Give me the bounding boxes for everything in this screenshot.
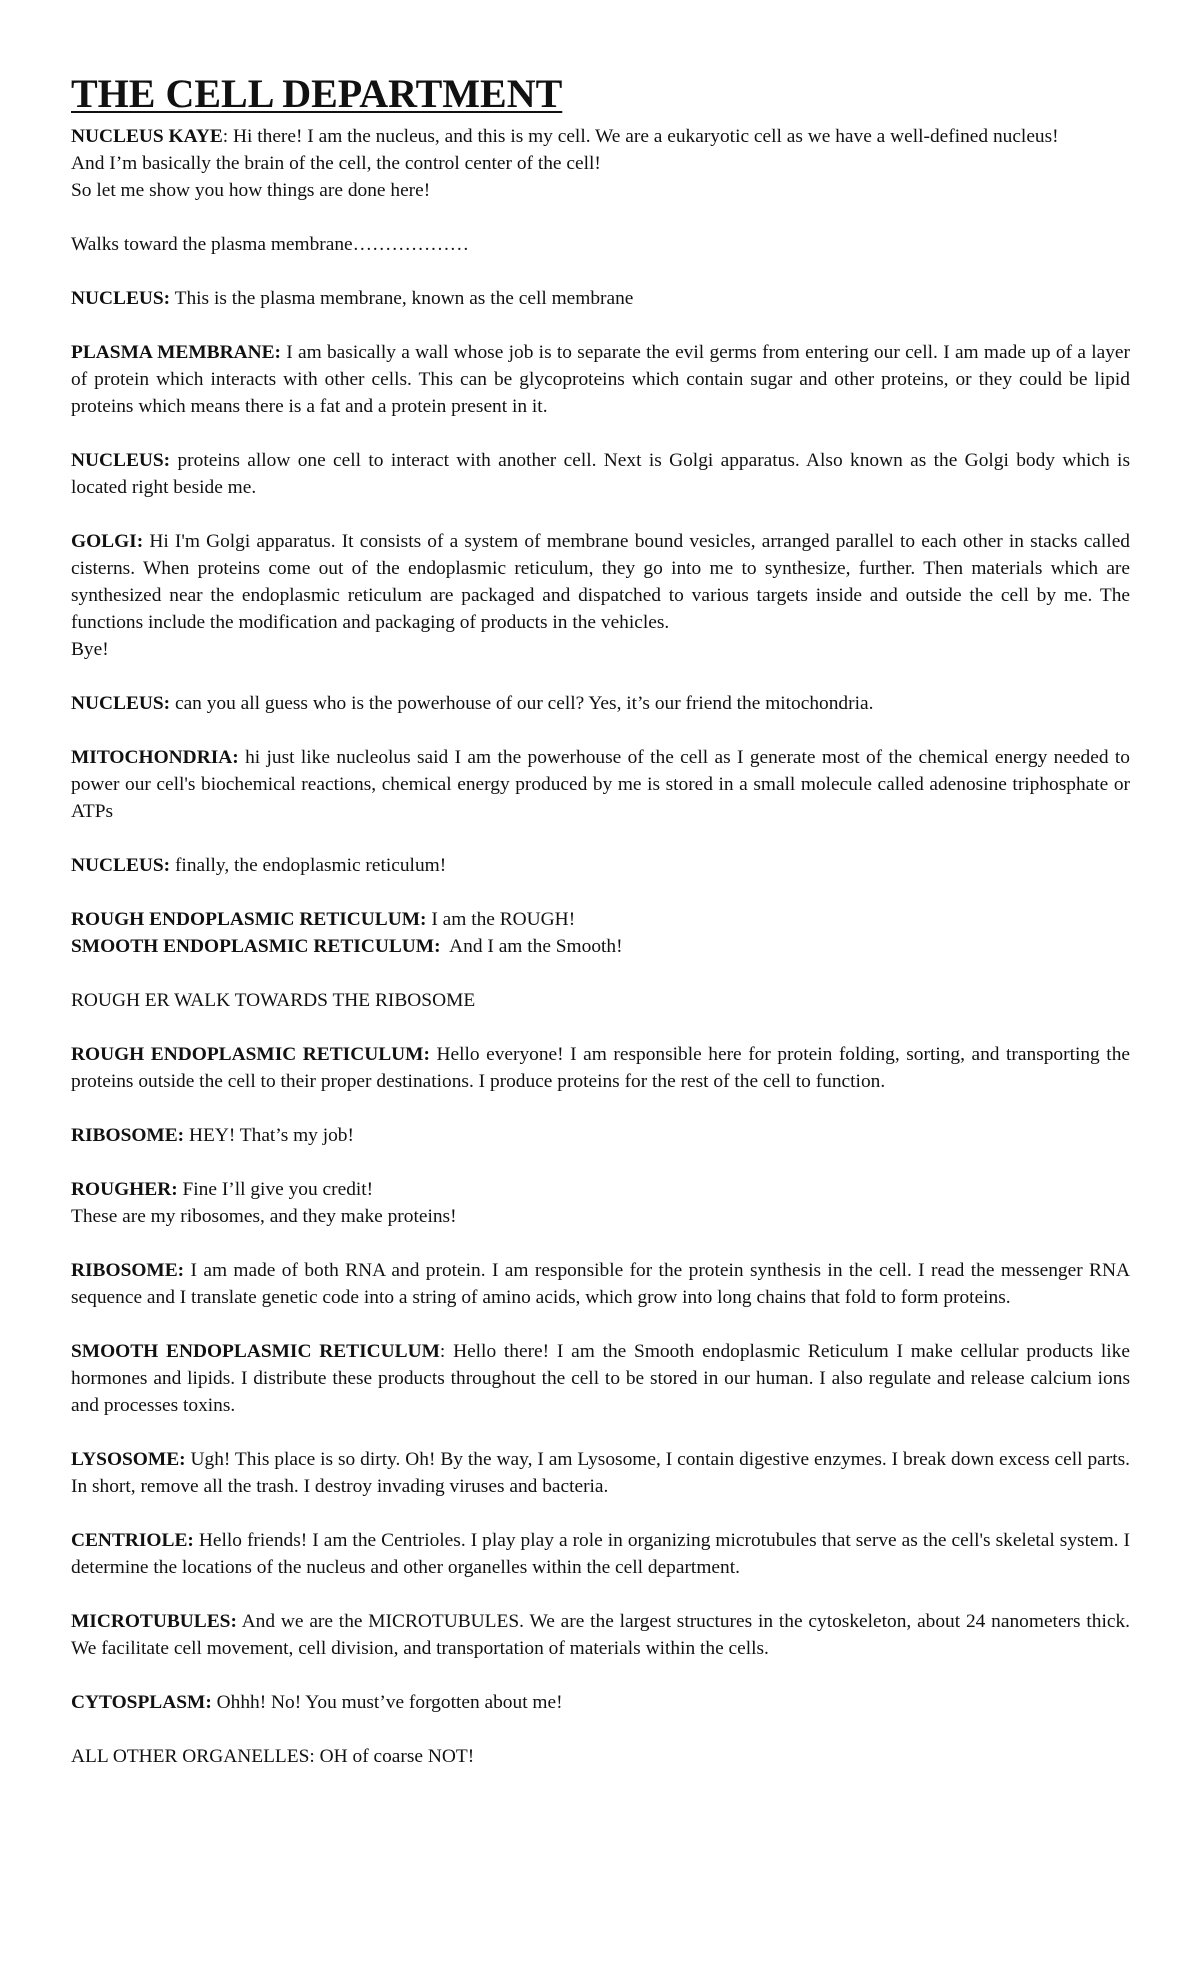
dialogue-line: [71, 1176, 1130, 1203]
dialogue-line: [71, 933, 1130, 960]
dialogue-text: Hello everyone! I am responsible here for protein folding, sorting, and transporting the proteins outside the cell to their proper destinations. I produce proteins for the rest of the cell to function.: [71, 1044, 1130, 1092]
speaker-name: NUCLEUS:: [71, 855, 171, 876]
dialogue-line: Bye!: [71, 639, 109, 660]
dialogue-text: I am basically a wall whose job is to separate the evil germs from entering our cell. I am made up of a layer of protein which interacts with other cells. This can be glycoproteins which contain sugar and other proteins, or they could be lipid proteins which means there is a fat and a protein present in it.: [71, 342, 1130, 417]
dialogue-paragraph: [71, 339, 1130, 420]
dialogue-paragraph: [71, 285, 1130, 312]
speaker-name: NUCLEUS KAYE: [71, 126, 223, 147]
dialogue-text: This is the plasma membrane, known as the cell membrane: [170, 288, 634, 309]
dialogue-paragraph: [71, 123, 1130, 204]
document-title: THE CELL DEPARTMENT: [71, 71, 563, 116]
dialogue-paragraph: [71, 528, 1130, 663]
dialogue-line: And I’m basically the brain of the cell, the control center of the cell!: [71, 153, 601, 174]
dialogue-paragraph: [71, 447, 1130, 501]
dialogue-line: [71, 528, 1130, 636]
dialogue-paragraph: [71, 1122, 1130, 1149]
dialogue-line: [71, 123, 1130, 150]
speaker-name: NUCLEUS:: [71, 693, 171, 714]
dialogue-text: can you all guess who is the powerhouse of our cell? Yes, it’s our friend the mitochondria.: [170, 693, 874, 714]
dialogue-text: proteins allow one cell to interact with another cell. Next is Golgi apparatus. Also known as the Golgi body which is located right beside me.: [71, 450, 1130, 498]
dialogue-text: Hello friends! I am the Centrioles. I play play a role in organizing microtubules that serve as the cell's skeletal system. I determine the locations of the nucleus and other organelles within the cell department.: [71, 1530, 1130, 1578]
dialogue-line: So let me show you how things are done here!: [71, 180, 431, 201]
speaker-separator: :: [439, 1341, 446, 1362]
speaker-name: MITOCHONDRIA:: [71, 747, 239, 768]
dialogue-line: [71, 906, 1130, 933]
dialogue-text: Hi there! I am the nucleus, and this is my cell. We are a eukaryotic cell as we have a well-defined nucleus!: [228, 126, 1059, 147]
dialogue-paragraph: [71, 690, 1130, 717]
dialogue-text: finally, the endoplasmic reticulum!: [170, 855, 447, 876]
dialogue-text: hi just like nucleolus said I am the powerhouse of the cell as I generate most of the chemical energy needed to power our cell's biochemical reactions, chemical energy produced by me is stored in a small molecule called adenosine triphosphate or ATPs: [71, 747, 1130, 822]
dialogue-paragraph: [71, 852, 1130, 879]
speaker-name: PLASMA MEMBRANE:: [71, 342, 281, 363]
speaker-name: ROUGH ENDOPLASMIC RETICULUM:: [71, 909, 427, 930]
dialogue-text: Ugh! This place is so dirty. Oh! By the way, I am Lysosome, I contain digestive enzymes. I break down excess cell parts. In short, remove all the trash. I destroy invading viruses and bacteria.: [71, 1449, 1130, 1497]
dialogue-text: I am made of both RNA and protein. I am responsible for the protein synthesis in the cell. I read the messenger RNA sequence and I translate genetic code into a string of amino acids, which grow into long chains that fold to form proteins.: [71, 1260, 1130, 1308]
dialogue-text: Ohhh! No! You must’ve forgotten about me!: [211, 1692, 563, 1713]
dialogue-paragraph: [71, 1527, 1130, 1581]
speaker-name: GOLGI:: [71, 531, 144, 552]
speaker-name: LYSOSOME:: [71, 1449, 186, 1470]
dialogue-text: Hi I'm Golgi apparatus. It consists of a system of membrane bound vesicles, arranged parallel to each other in stacks called cisterns. When proteins come out of the endoplasmic reticulum, they go into me to synthesize, further. Then materials which are synthesized near the endoplasmic reticulum are packaged and dispatched to various targets inside and outside the cell by me. The functions include the modification and packaging of products in the vehicles.: [71, 531, 1130, 633]
dialogue-paragraph: [71, 906, 1130, 960]
speaker-name: NUCLEUS:: [71, 288, 171, 309]
dialogue-paragraph: [71, 1608, 1130, 1662]
speaker-name: CYTOSPLASM:: [71, 1692, 212, 1713]
speaker-separator: :: [222, 126, 229, 147]
dialogue-text: HEY! That’s my job!: [184, 1125, 354, 1146]
speaker-name: RIBOSOME:: [71, 1260, 185, 1281]
dialogue-paragraph: [71, 1041, 1130, 1095]
speaker-name: RIBOSOME:: [71, 1125, 185, 1146]
dialogue-paragraph: [71, 1338, 1130, 1419]
speaker-name: ROUGHER:: [71, 1179, 178, 1200]
dialogue-line: These are my ribosomes, and they make proteins!: [71, 1206, 457, 1227]
dialogue-paragraph: [71, 744, 1130, 825]
dialogue-text: I am the ROUGH!: [426, 909, 576, 930]
speaker-name: SMOOTH ENDOPLASMIC RETICULUM: [71, 1341, 440, 1362]
dialogue-paragraph: [71, 1257, 1130, 1311]
speaker-name: SMOOTH ENDOPLASMIC RETICULUM:: [71, 936, 441, 957]
dialogue-paragraph: [71, 1176, 1130, 1230]
dialogue-text: Fine I’ll give you credit!: [177, 1179, 374, 1200]
speaker-name: CENTRIOLE:: [71, 1530, 194, 1551]
speaker-name: NUCLEUS:: [71, 450, 171, 471]
dialogue-paragraph: [71, 1689, 1130, 1716]
document-page: [71, 70, 1130, 1770]
closing-line: ALL OTHER ORGANELLES: OH of coarse NOT!: [71, 1746, 475, 1767]
dialogue-text: Hello there! I am the Smooth endoplasmic Reticulum I make cellular products like hormones and lipids. I distribute these products throughout the cell to be stored in our human. I also regulate and release calcium ions and processes toxins.: [71, 1341, 1130, 1416]
dialogue-text: And we are the MICROTUBULES. We are the largest structures in the cytoskeleton, about 24 nanometers thick. We facilitate cell movement, cell division, and transportation of materials within the cells.: [71, 1611, 1130, 1659]
speaker-name: MICROTUBULES:: [71, 1611, 237, 1632]
dialogue-paragraph: [71, 1446, 1130, 1500]
speaker-name: ROUGH ENDOPLASMIC RETICULUM:: [71, 1044, 430, 1065]
stage-direction: Walks toward the plasma membrane………………: [71, 234, 470, 255]
stage-direction: ROUGH ER WALK TOWARDS THE RIBOSOME: [71, 990, 476, 1011]
dialogue-text: And I am the Smooth!: [440, 936, 623, 957]
